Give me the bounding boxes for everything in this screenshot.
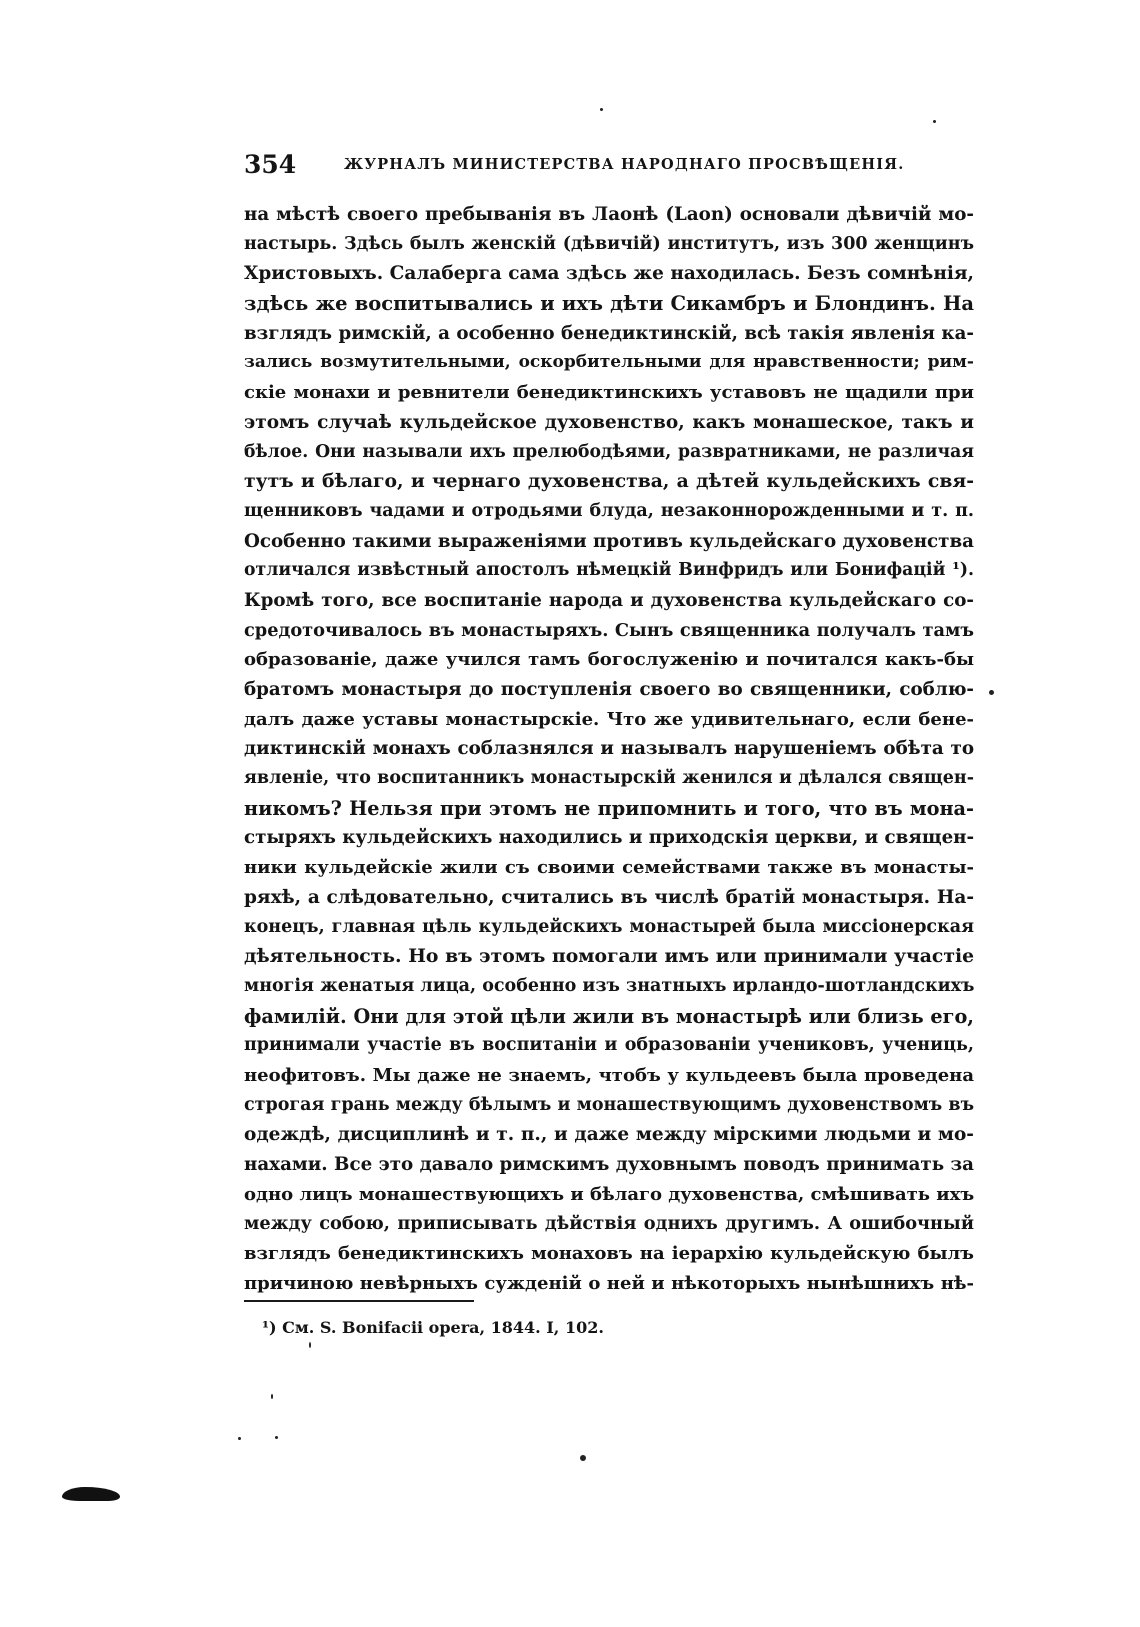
text-line: настырь. Здѣсь былъ женскій (дѣвичій) институтъ, изъ 300 женщинъ xyxy=(244,233,974,254)
text-line: диктинскій монахъ соблазнялся и называлъ нарушеніемъ обѣта то xyxy=(244,738,974,760)
scan-speck xyxy=(309,1342,311,1348)
text-line: взглядъ бенедиктинскихъ монаховъ на іерархію кульдейскую былъ xyxy=(244,1243,974,1265)
text-line: отличался извѣстный апостолъ нѣмецкій Винфридъ или Бонифацій ¹). xyxy=(244,560,974,581)
journal-title: ЖУРНАЛЪ МИНИСТЕРСТВА НАРОДНАГО ПРОСВѢЩЕНІЯ. xyxy=(344,156,905,173)
scan-speck xyxy=(600,108,603,111)
text-line: образованіе, даже учился тамъ богослуженію и почитался какъ-бы xyxy=(244,649,974,671)
text-line: далъ даже уставы монастырскіе. Что же удивительнаго, если бене- xyxy=(244,708,974,730)
text-line: конецъ, главная цѣль кульдейскихъ монастырей была миссіонерская xyxy=(244,916,974,937)
text-line: на мѣстѣ своего пребыванія въ Лаонѣ (Laon) основали дѣвичій мо- xyxy=(244,204,974,225)
text-line: Особенно такими выраженіями противъ кульдейскаго духовенства xyxy=(244,530,974,552)
text-line: ряхѣ, а слѣдовательно, считались въ числѣ братій монастыря. На- xyxy=(244,886,974,908)
scan-speck xyxy=(989,690,994,695)
text-line: дѣятельность. Но въ этомъ помогали имъ или принимали участіе xyxy=(244,945,974,968)
text-line: тутъ и бѣлаго, и чернаго духовенства, а дѣтей кульдейскихъ свя- xyxy=(244,470,974,493)
text-line: причиною невѣрныхъ сужденій о ней и нѣкоторыхъ нынѣшнихъ нѣ- xyxy=(244,1272,974,1294)
text-line: явленіе, что воспитанникъ монастырскій женился и дѣлался священ- xyxy=(244,768,974,789)
text-line: никомъ? Нельзя при этомъ не припомнить и того, что въ мона- xyxy=(244,796,974,820)
text-line: между собою, приписывать дѣйствія однихъ другимъ. А ошибочный xyxy=(244,1213,974,1235)
text-line: братомъ монастыря до поступленія своего во священники, соблю- xyxy=(244,679,974,700)
text-line: строгая грань между бѣлымъ и монашествующимъ духовенствомъ въ xyxy=(244,1094,974,1115)
text-line: нахами. Все это давало римскимъ духовнымъ поводъ принимать за xyxy=(244,1154,974,1175)
scan-edge-mark xyxy=(62,1487,120,1501)
footnote-divider xyxy=(244,1300,474,1302)
scan-speck xyxy=(271,1394,273,1399)
text-line: этомъ случаѣ кульдейское духовенство, какъ монашеское, такъ и xyxy=(244,411,974,433)
text-line: неофитовъ. Мы даже не знаемъ, чтобъ у кульдеевъ была проведена xyxy=(244,1064,974,1086)
running-head xyxy=(244,150,974,180)
footnote: ¹) См. S. Bonifacii opera, 1844. I, 102. xyxy=(262,1318,604,1337)
text-line: фамилій. Они для этой цѣли жили въ монастырѣ или близь его, xyxy=(244,1004,974,1028)
text-line: взглядъ римскій, а особенно бенедиктинскій, всѣ такія явленія ка- xyxy=(244,322,974,344)
scan-speck xyxy=(275,1436,278,1439)
text-line: щенниковъ чадами и отродьями блуда, незаконнорожденными и т. п. xyxy=(244,500,974,521)
text-line: ники кульдейскіе жили съ своими семействами также въ монасты- xyxy=(244,857,974,879)
scan-speck xyxy=(580,1455,586,1461)
main-text xyxy=(244,200,974,1298)
text-line: зались возмутительными, оскорбительными для нравственности; рим- xyxy=(244,352,974,373)
text-line: многія женатыя лица, особенно изъ знатныхъ ирландо-шотландскихъ xyxy=(244,975,974,996)
text-line: здѣсь же воспитывались и ихъ дѣти Сикамбръ и Блондинъ. На xyxy=(244,292,974,316)
text-line: средоточивалось въ монастыряхъ. Сынъ священника получалъ тамъ xyxy=(244,619,974,641)
text-line: скіе монахи и ревнители бенедиктинскихъ уставовъ не щадили при xyxy=(244,382,974,404)
page-number: 354 xyxy=(244,150,297,179)
text-line: Кромѣ того, все воспитаніе народа и духовенства кульдейскаго со- xyxy=(244,589,974,611)
text-line: стыряхъ кульдейскихъ находились и приходскія церкви, и священ- xyxy=(244,827,974,849)
text-line: Христовыхъ. Салаберга сама здѣсь же находилась. Безъ сомнѣнія, xyxy=(244,263,974,285)
scan-speck xyxy=(238,1437,241,1440)
scan-speck xyxy=(933,120,936,123)
text-line: бѣлое. Они называли ихъ прелюбодѣями, развратниками, не различая xyxy=(244,441,974,462)
text-line: принимали участіе въ воспитаніи и образованіи учениковъ, учениць, xyxy=(244,1035,974,1056)
text-line: одеждѣ, дисциплинѣ и т. п., и даже между мірскими людьми и мо- xyxy=(244,1124,974,1146)
text-line: одно лицъ монашествующихъ и бѣлаго духовенства, смѣшивать ихъ xyxy=(244,1183,974,1205)
